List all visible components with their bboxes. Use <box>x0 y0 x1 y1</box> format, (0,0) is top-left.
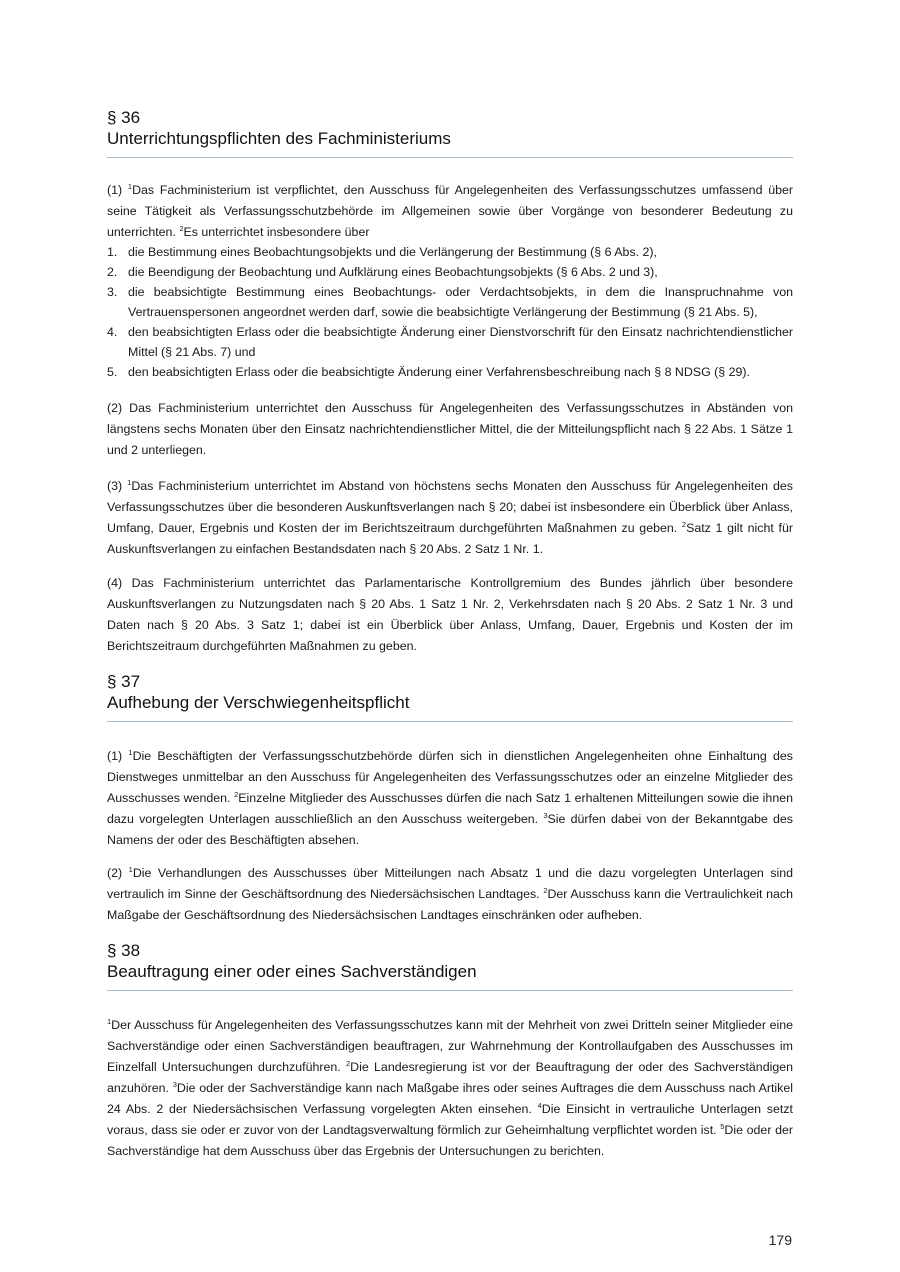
list-item: 1. die Bestimmung eines Beobachtungsobjekts und die Verlängerung der Bestimmung (§ 6 Abs. 2), <box>107 245 657 259</box>
section-37-paragraph-1: (1) $^1$Die Beschäftigten der Verfassungsschutzbehörde dürfen sich in dienstlichen Angelegenheiten ohne Einhaltung des Dienstweges unmittelbar an den Ausschuss für Angelegenheiten des Verfassungsschutzes oder an einzelne Mitglieder des Ausschusses wenden. $^2$Einzelne Mitglieder des Ausschusses dürfen die nach Satz 1 erhaltenen Mitteilungen sowie die ihnen dazu vorgelegten Unterlagen ausschließlich an den Ausschuss weitergeben. $^3$Sie dürfen dabei von der Bekanntgabe des Namens der oder des Beschäftigten absehen. <box>107 748 793 847</box>
section-38-paragraph: $^1$Der Ausschuss für Angelegenheiten des Verfassungsschutzes kann mit der Mehrheit von zwei Dritteln seiner Mitglieder eine Sachverständige oder einen Sachverständigen beauftragen, zur Wahrnehmung der Kontrollaufgaben des Ausschusses im Einzelfall Untersuchungen durchzuführen. $^2$Die Landesregierung ist vor der Beauftragung der oder des Sachverständigen anzuhören. $^3$Die oder der Sachverständige kann nach Maßgabe ihres oder seines Auftrages die dem Ausschuss nach Artikel 24 Abs. 2 der Niedersächsischen Verfassung vorgelegten Akten einsehen. $^4$Die Einsicht in vertrauliche Unterlagen setzt voraus, dass sie oder er zuvor von der Landtagsverwaltung förmlich zur Geheimhaltung verpflichtet worden ist. $^5$Die oder der Sachverständige hat dem Ausschuss über das Ergebnis der Untersuchungen zu berichten. <box>107 1017 794 1158</box>
section-title: Beauftragung einer oder eines Sachverständigen <box>107 962 477 981</box>
section-number: § 36 <box>107 108 141 127</box>
section-number: § 37 <box>107 672 141 691</box>
section-number: § 38 <box>107 941 141 960</box>
section-title: Unterrichtungspflichten des Fachministeriums <box>107 129 451 148</box>
section-divider <box>107 990 793 991</box>
section-36-paragraph-4: (4) Das Fachministerium unterrichtet das Parlamentarische Kontrollgremium des Bundes jährlich über besondere Auskunftsverlangen zu Nutzungsdaten nach § 20 Abs. 1 Satz 1 Nr. 2, Verkehrsdaten nach § 20 Abs. 2 Satz 1 Nr. 3 und Daten nach § 20 Abs. 3 Satz 1; dabei ist ein Überblick über Anlass, Umfang, Dauer, Ergebnis und Kosten der im Berichtszeitraum durchgeführten Maßnahmen zu geben. <box>107 576 793 653</box>
section-title: Aufhebung der Verschwiegenheitspflicht <box>107 693 410 712</box>
section-divider <box>107 721 793 722</box>
section-37-paragraph-2: (2) $^1$Die Verhandlungen des Ausschusses über Mitteilungen nach Absatz 1 und die dazu vorgelegten Unterlagen sind vertraulich im Sinne der Geschäftsordnung des Niedersächsischen Landtages. $^2$Der Ausschuss kann die Vertraulichkeit nach Maßgabe der Geschäftsordnung des Niedersächsischen Landtages einschränken oder aufheben. <box>107 865 793 922</box>
list-item: 3. die beabsichtigte Bestimmung eines Beobachtungs- oder Verdachtsobjekts, in dem die Inanspruchnahme von Vertrauenspersonen angeordnet werden darf, sowie die beabsichtigte Verlängerung der Bestimmung (§ 21 Abs. 5), <box>107 285 793 319</box>
list-item: 2. die Beendigung der Beobachtung und Aufklärung eines Beobachtungsobjekts (§ 6 Abs. 2 und 3), <box>107 265 658 279</box>
section-36-heading <box>107 108 793 158</box>
section-36-list <box>107 242 793 382</box>
section-36-paragraph-2: (2) Das Fachministerium unterrichtet den Ausschuss für Angelegenheiten des Verfassungsschutzes in Abständen von längstens sechs Monaten über den Einsatz nachrichtendienstlicher Mittel, die der Mitteilungspflicht nach § 22 Abs. 1 Sätze 1 und 2 unterliegen. <box>107 401 793 457</box>
list-item: 4. den beabsichtigten Erlass oder die beabsichtigte Änderung einer Dienstvorschrift für den Einsatz nachrichtendienstlicher Mittel (§ 21 Abs. 7) und <box>107 325 793 359</box>
page-number: 179 <box>768 1232 792 1248</box>
section-36-paragraph-1: (1) $^1$Das Fachministerium ist verpflichtet, den Ausschuss für Angelegenheiten des Verfassungsschutzes umfassend über seine Tätigkeit als Verfassungsschutzbehörde im Allgemeinen sowie über Vorgänge von besonderer Bedeutung zu unterrichten. $^2$Es unterrichtet insbesondere über <box>107 182 794 239</box>
section-36-paragraph-3: (3) $^1$Das Fachministerium unterrichtet im Abstand von höchstens sechs Monaten den Ausschuss für Angelegenheiten des Verfassungsschutzes über die besonderen Auskunftsverlangen nach § 20; dabei ist insbesondere ein Überblick über Anlass, Umfang, Dauer, Ergebnis und Kosten der im Berichtszeitraum durchgeführten Maßnahmen zu geben. $^2$Satz 1 gilt nicht für Auskunftsverlangen zu einfachen Bestandsdaten nach § 20 Abs. 2 Satz 1 Nr. 1. <box>107 478 794 556</box>
section-38-heading <box>107 941 793 991</box>
section-divider <box>107 157 793 158</box>
section-37-heading <box>107 672 793 722</box>
list-item: 5. den beabsichtigten Erlass oder die beabsichtigte Änderung einer Verfahrensbeschreibung nach § 8 NDSG (§ 29). <box>107 365 750 379</box>
